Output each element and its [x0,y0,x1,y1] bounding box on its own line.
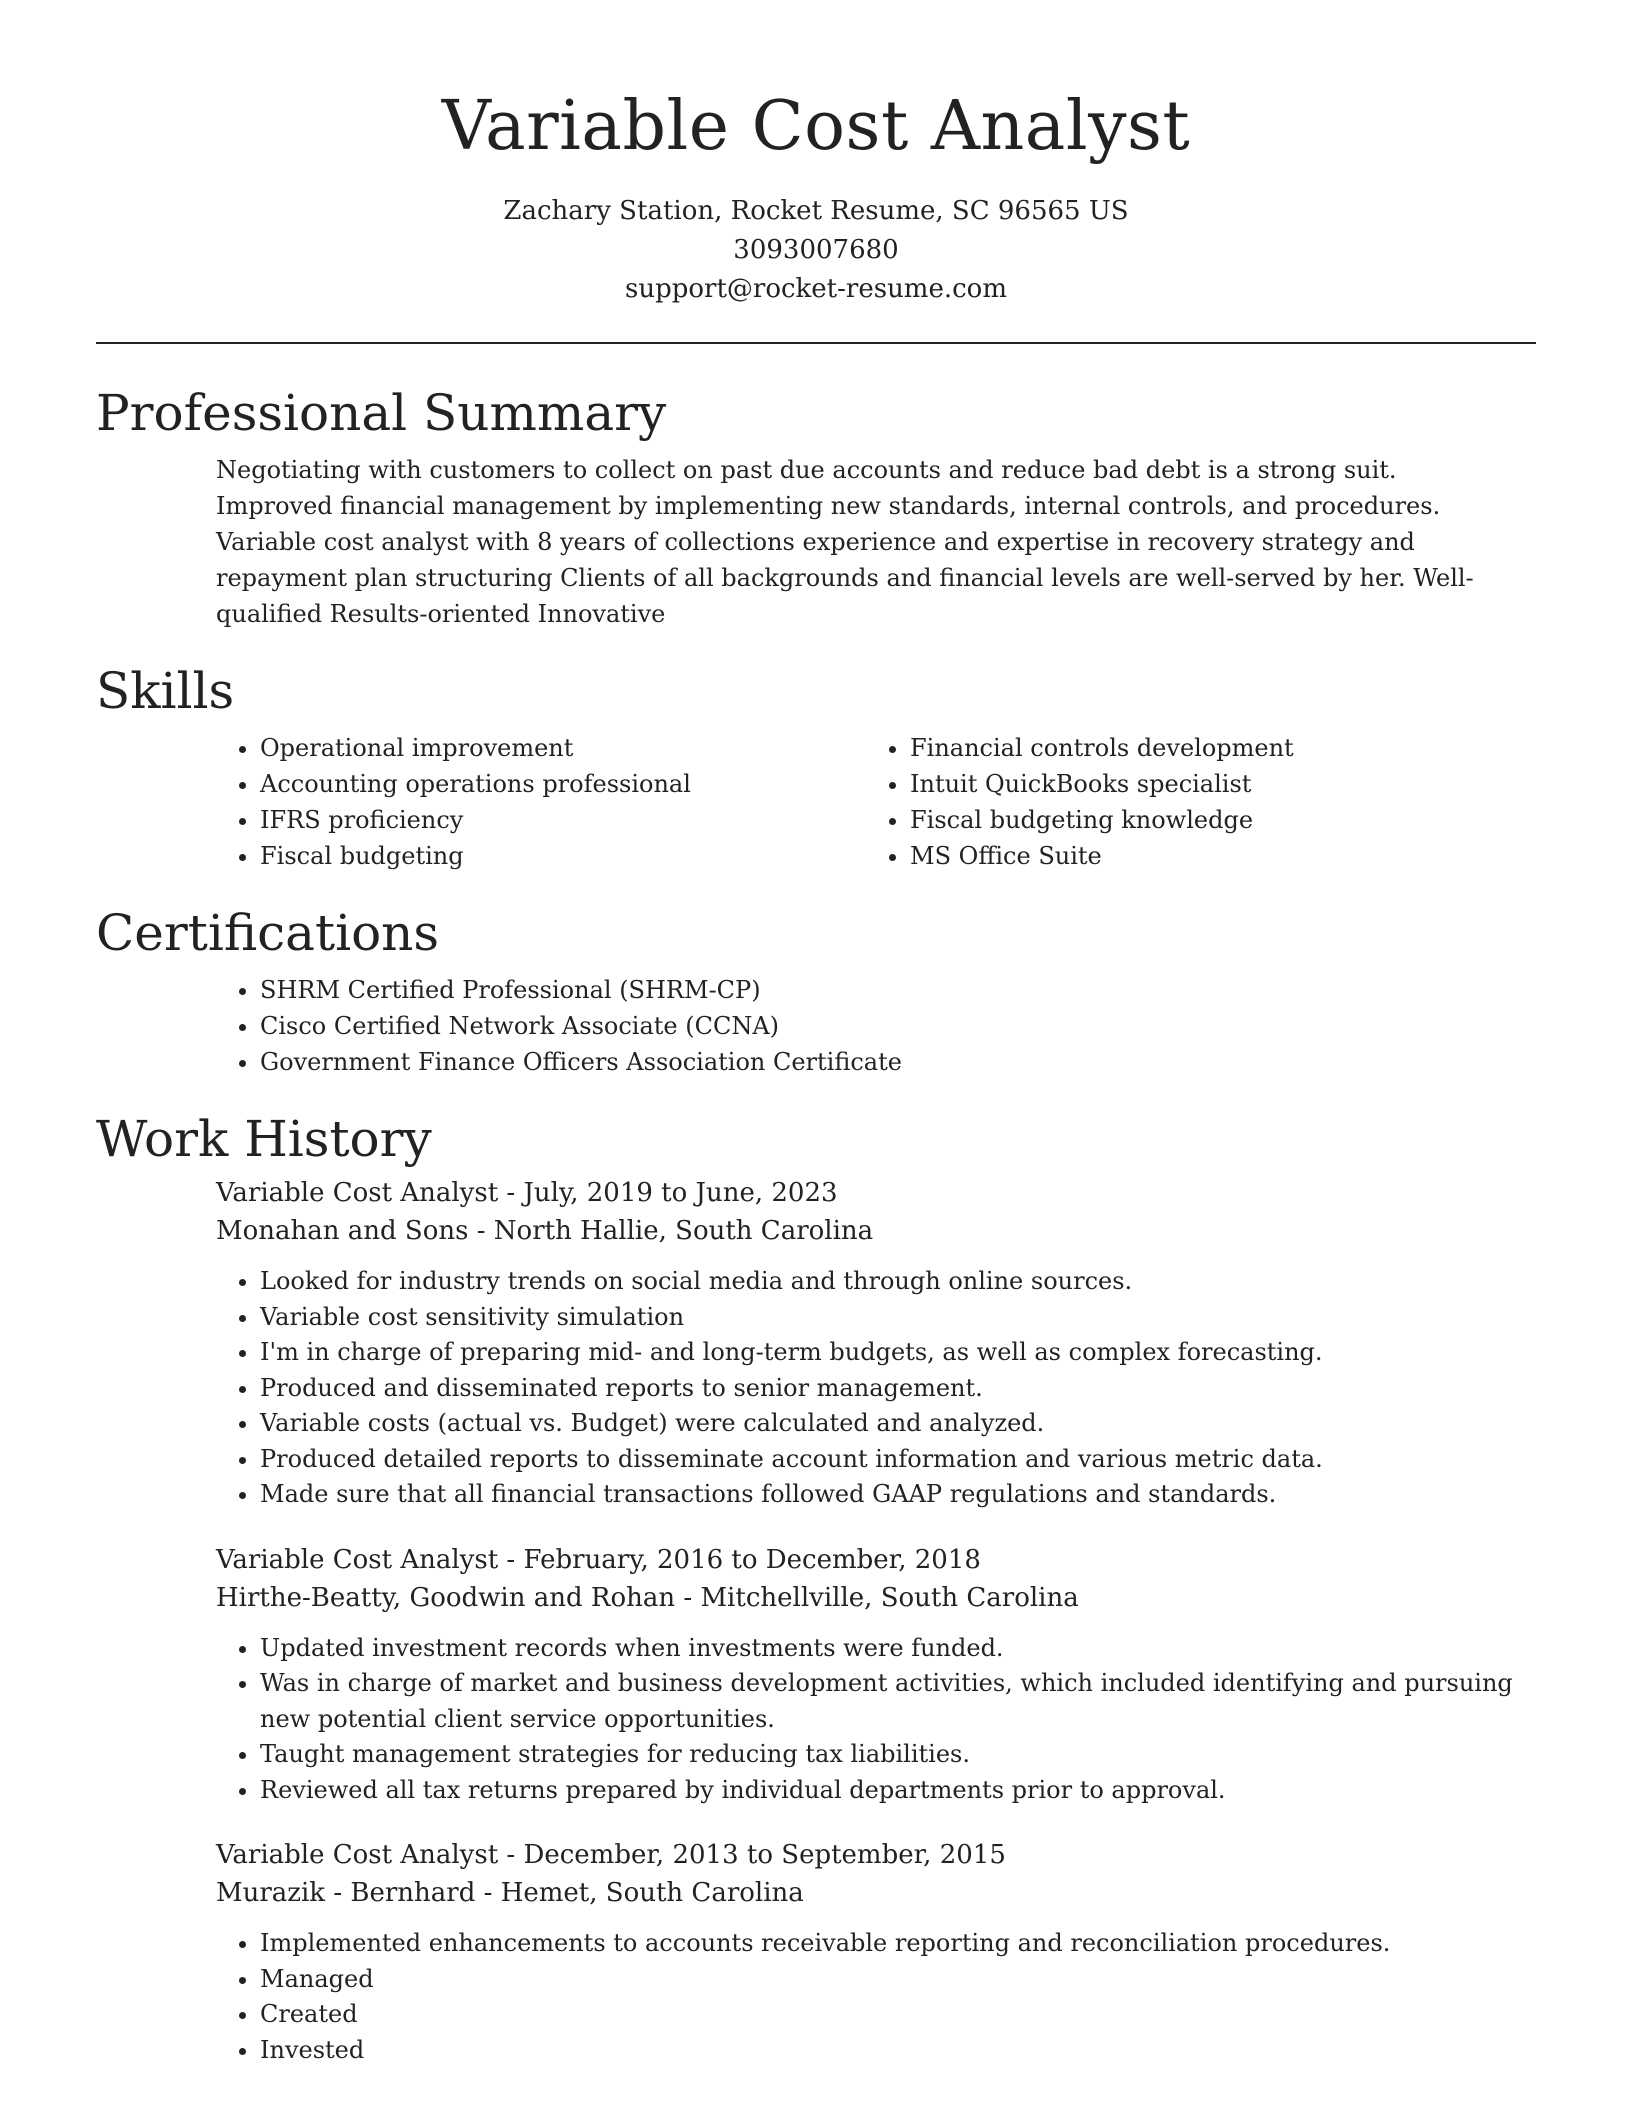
job-dates: - December, 2013 to September, 2015 [498,1840,1006,1870]
skill-item: • Financial controls development [910,730,1516,766]
summary-heading: Professional Summary [96,384,667,442]
resume-body [96,378,1536,2096]
certification-item: • Cisco Certified Network Associate (CCNA) [260,1008,1536,1044]
job-bullet: • Produced detailed reports to disseminate account information and various metric data. [260,1442,1536,1478]
job-bullet: • Updated investment records when investments were funded. [260,1631,1536,1667]
job-bullets [216,1264,1536,1513]
skills-list-right [866,730,1516,874]
email-text: support@rocket-resume.com [624,274,1007,304]
job-bullet: • Variable costs (actual vs. Budget) were calculated and analyzed. [260,1406,1536,1442]
skill-item: • Fiscal budgeting [260,838,866,874]
skills-grid [216,730,1536,874]
skills-heading: Skills [96,662,235,720]
job-company: Murazik - Bernhard [216,1878,476,1908]
job-role: Variable Cost Analyst [216,1840,499,1870]
job-bullet: • Created [260,1997,1536,2033]
job-location: - North Hallie, South Carolina [468,1216,874,1246]
address-text: Zachary Station, Rocket Resume, SC 96565 US [503,196,1129,226]
job-company-line [216,1579,1536,1617]
skill-item: • IFRS proficiency [260,802,866,838]
skill-item: • Operational improvement [260,730,866,766]
job-bullet: • Was in charge of market and business development activities, which included identifying and pursuing new potential client service opportunities. [260,1666,1536,1737]
job-title-line [216,1836,1536,1874]
job-bullet: • Managed [260,1962,1536,1998]
job-bullet: • Invested [260,2033,1536,2069]
contact-block [96,192,1536,309]
certifications-list [216,972,1536,1080]
job-company: Hirthe-Beatty, Goodwin and Rohan [216,1582,676,1613]
job-bullets [216,1926,1536,2068]
job-title-line [216,1541,1536,1579]
job-entry [216,1836,1536,2068]
summary-text: Negotiating with customers to collect on past due accounts and reduce bad debt is a strong suit. Improved financial management by implementing new standards, internal controls, and procedures. Variable cost analyst with 8 years of collections experience and expertise in recovery strategy and repayment plan structuring Clients of all backgrounds and financial levels are well-served by her. Well-qualified Results-oriented Innovative [216,456,1474,628]
skill-item: • Intuit QuickBooks specialist [910,766,1516,802]
skill-item: • Fiscal budgeting knowledge [910,802,1516,838]
job-title-line [216,1174,1536,1212]
job-entry [216,1174,1536,1513]
job-bullet: • Looked for industry trends on social media and through online sources. [260,1264,1536,1300]
job-bullet: • Reviewed all tax returns prepared by individual departments prior to approval. [260,1773,1536,1809]
job-entry [216,1541,1536,1809]
skill-item: • Accounting operations professional [260,766,866,802]
job-company: Monahan and Sons [216,1216,469,1246]
phone-text: 3093007680 [733,235,899,265]
skills-list-left [216,730,866,874]
work-history-heading: Work History [96,1110,432,1168]
certification-item: • Government Finance Officers Association Certificate [260,1044,1536,1080]
job-role: Variable Cost Analyst [216,1178,499,1208]
job-company-line [216,1212,1536,1250]
job-bullet: • Made sure that all financial transactions followed GAAP regulations and standards. [260,1477,1536,1513]
job-dates: - February, 2016 to December, 2018 [498,1544,981,1575]
skill-item: • MS Office Suite [910,838,1516,874]
certifications-list-wrap [216,972,1536,1080]
skills-column-left [216,730,866,874]
job-location: - Mitchellville, South Carolina [675,1582,1079,1613]
job-dates: - July, 2019 to June, 2023 [498,1178,838,1208]
header-divider [96,342,1536,344]
job-bullet: • Implemented enhancements to accounts receivable reporting and reconciliation procedures. [260,1926,1536,1962]
job-role: Variable Cost Analyst [216,1544,499,1575]
resume-header [96,84,1536,309]
job-company-line [216,1874,1536,1912]
job-bullet: • Taught management strategies for reducing tax liabilities. [260,1737,1536,1773]
job-location: - Hemet, South Carolina [475,1878,804,1908]
job-bullet: • Produced and disseminated reports to senior management. [260,1371,1536,1407]
job-bullet: • Variable cost sensitivity simulation [260,1300,1536,1336]
page-title: Variable Cost Analyst [441,87,1191,166]
skills-column-right [866,730,1516,874]
job-bullets [216,1631,1536,1809]
certification-item: • SHRM Certified Professional (SHRM-CP) [260,972,1536,1008]
job-bullet: • I'm in charge of preparing mid- and long-term budgets, as well as complex forecasting. [260,1335,1536,1371]
certifications-heading: Certifications [96,904,440,962]
